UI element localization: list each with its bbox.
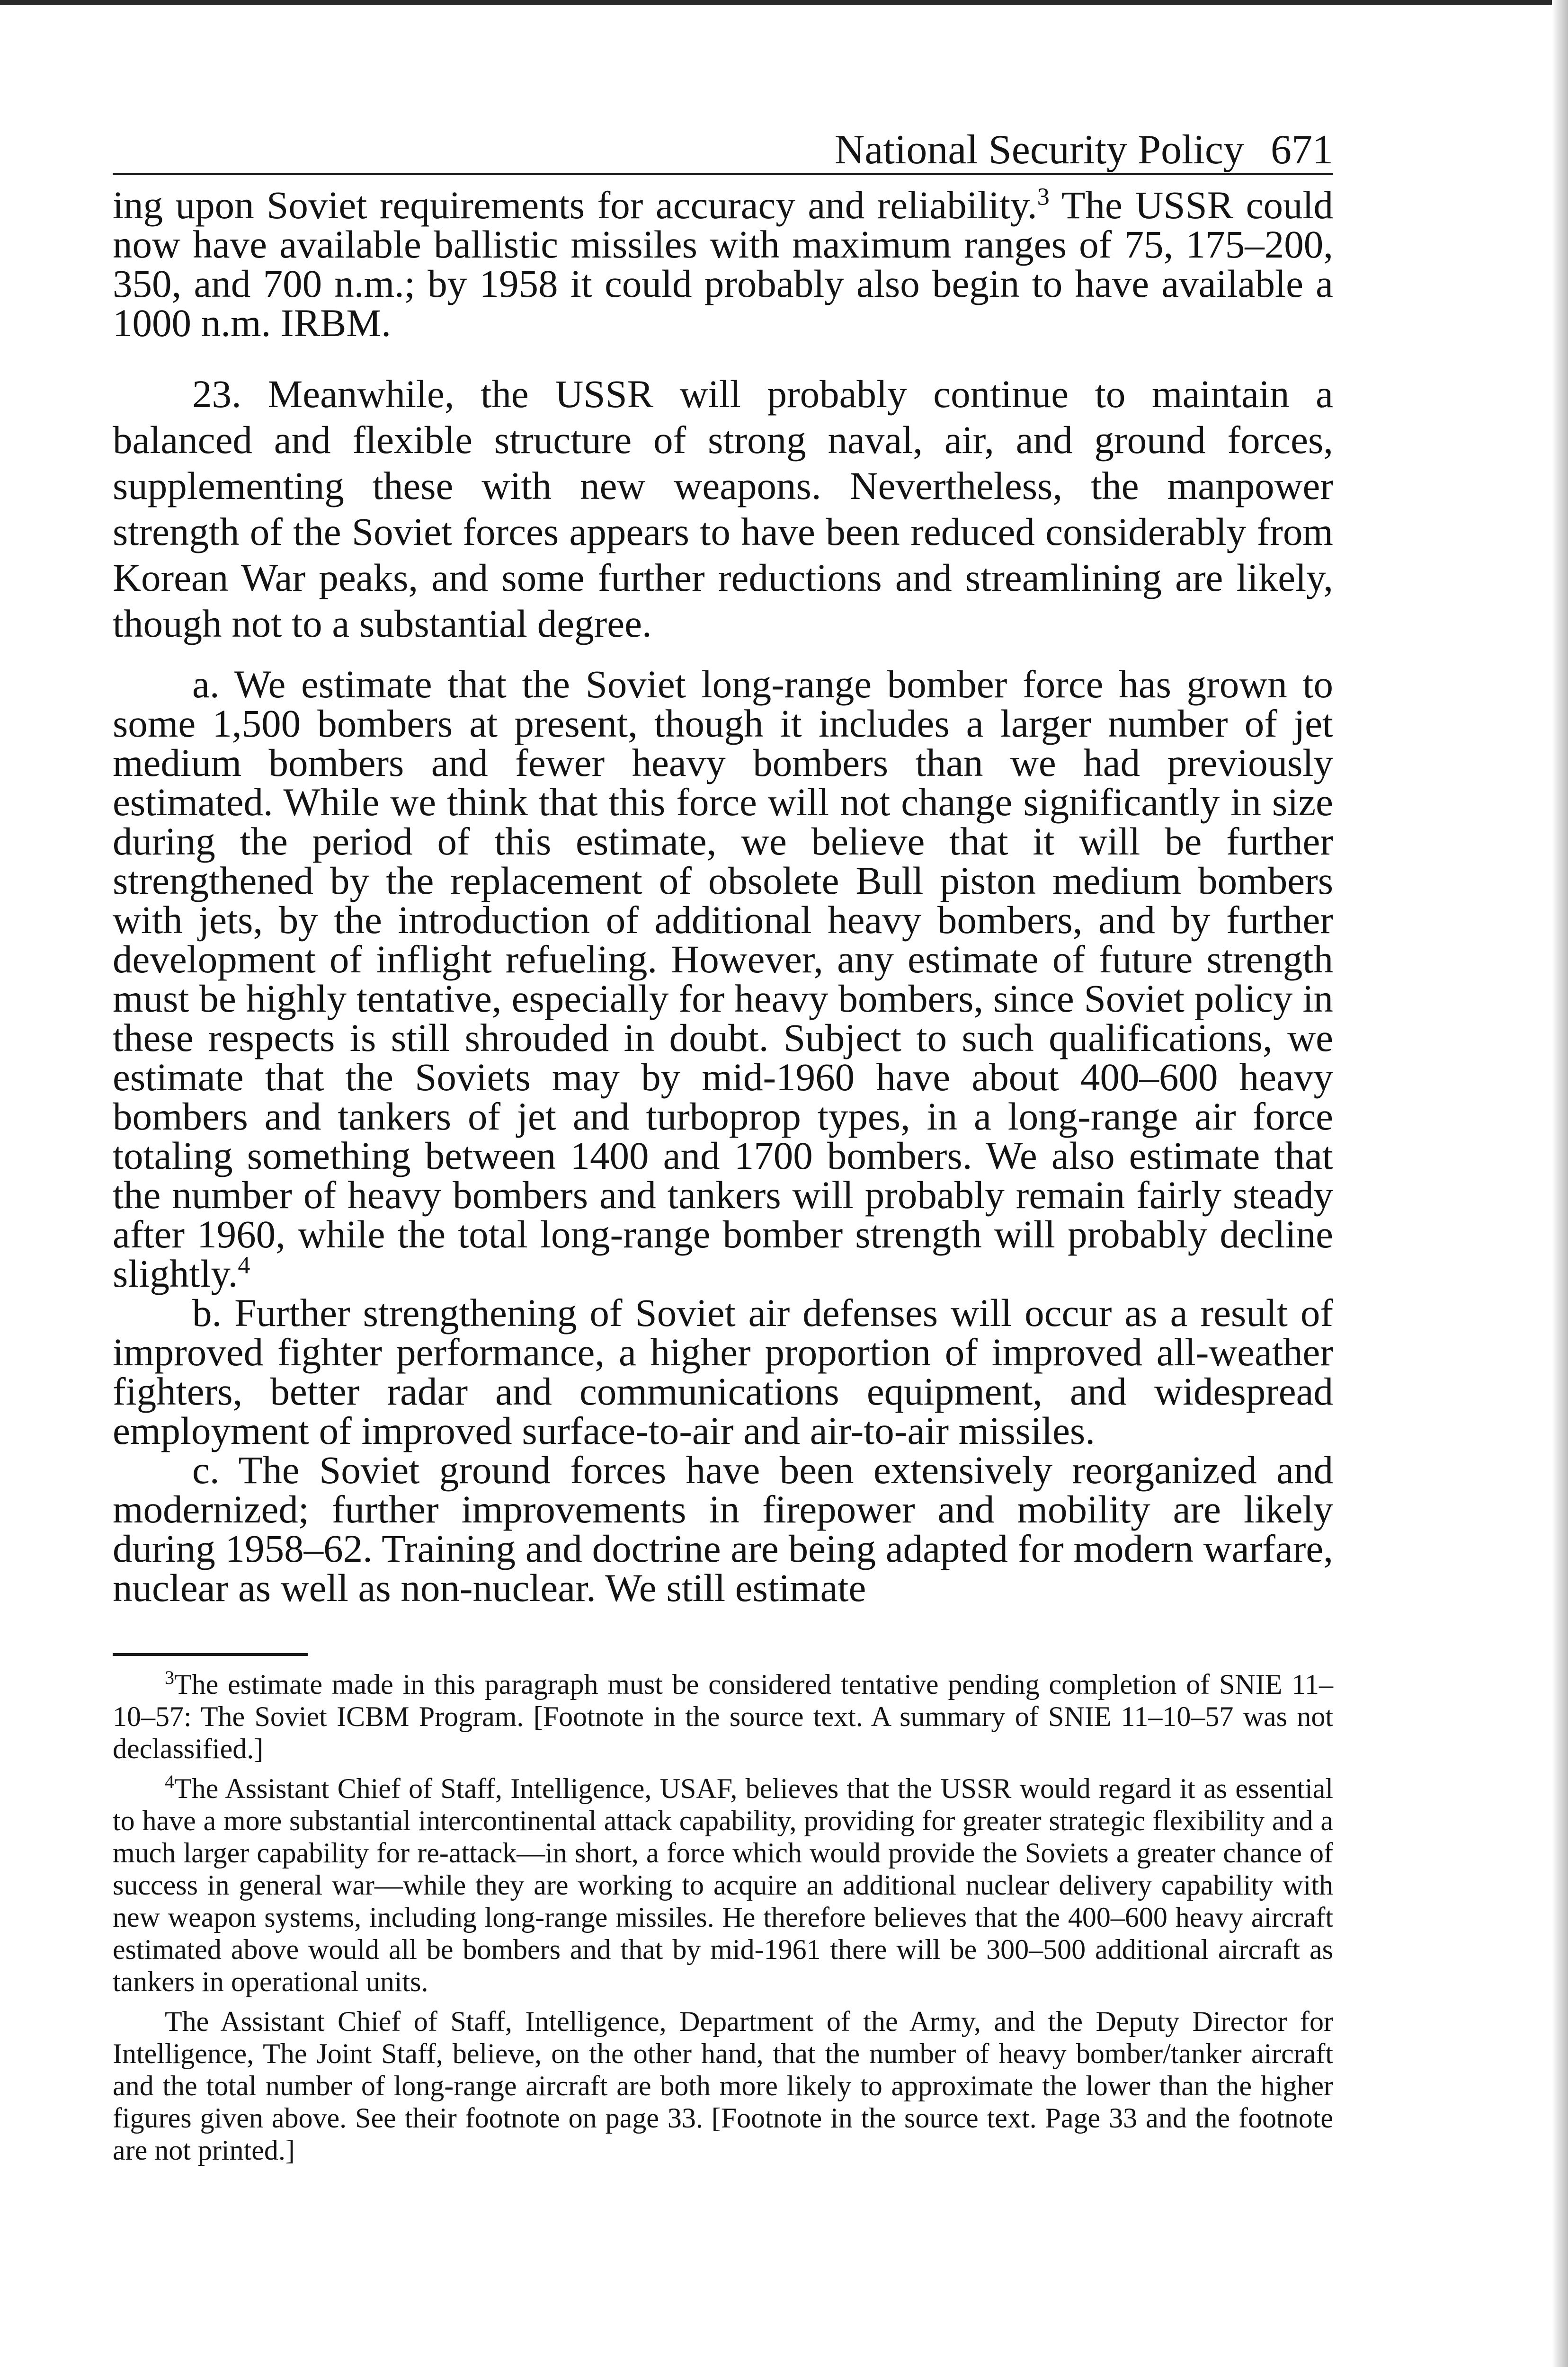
paragraph-23: 23. Meanwhile, the USSR will probably continue to maintain a balanced and flexible structure of strong naval, air, and ground forces, supplementing these with new weapons. Nevertheless, the manpower strength of the Soviet forces appears to have been reduced considerably from Korean War peaks, and some further reductions and streamlining are likely, though not to a substantial degree. <box>113 372 1333 645</box>
footnote-ref-3[interactable]: 3 <box>1037 183 1050 211</box>
footnote-4-mark: 4 <box>165 1771 174 1792</box>
continued-paragraph-end: The USSR could now have available ballistic missiles with maximum ranges of 75, 175–200, 350, and 700 n.m.; by 1958 it could probably also begin to have available a 1000 n.m. IRBM. <box>113 183 1334 345</box>
footnote-3-text: The estimate made in this paragraph must be considered tentative pending completion of SNIE 11–10–57: The Soviet ICBM Program. [Footnote in the source text. A summary of SNIE 11–10–57 was not declassified.] <box>113 1669 1333 1764</box>
footnotes <box>113 1668 1333 2166</box>
document-page <box>113 118 1333 2166</box>
continued-paragraph-start: ing upon Soviet requirements for accuracy and reliability. <box>113 183 1037 227</box>
footnote-3-mark: 3 <box>165 1667 174 1688</box>
footnote-3 <box>113 1668 1333 1765</box>
footnote-ref-4[interactable]: 4 <box>238 1252 250 1279</box>
subparagraph-a <box>113 662 1333 1295</box>
running-head-title: National Security Policy <box>834 127 1244 173</box>
scan-edge-right <box>1552 0 1568 2367</box>
footnote-divider <box>113 1653 308 1656</box>
continued-paragraph <box>113 183 1334 345</box>
footnote-4-text: The Assistant Chief of Staff, Intelligence, USAF, believes that the USSR would regard it as essential to have a more substantial intercontinental attack capability, providing for greater strategic flexibility and a much larger capability for re-attack—in short, a force which would provide the Soviets a greater chance of success in general war—while they are working to acquire an additional nuclear delivery capability with new weapon systems, including long-range missiles. He therefore believes that the 400–600 heavy aircraft estimated above would all be bombers and that by mid-1961 there will be 300–500 additional aircraft as tankers in operational units. <box>113 1773 1333 1997</box>
running-head <box>113 118 1333 175</box>
scan-edge-top <box>0 0 1568 5</box>
page-number: 671 <box>1271 127 1333 173</box>
subparagraph-a-text: a. We estimate that the Soviet long-range bomber force has grown to some 1,500 bombers at present, though it includes a larger number of jet medium bombers and fewer heavy bombers than we had previously estimated. While we think that this force will not change significantly in size during the period of this estimate, we believe that it will be further strengthened by the replacement of obsolete Bull piston medium bombers with jets, by the introduction of additional heavy bombers, and by further development of inflight refueling. However, any estimate of future strength must be highly tentative, especially for heavy bombers, since Soviet policy in these respects is still shrouded in doubt. Subject to such qualifications, we estimate that the Soviets may by mid-1960 have about 400–600 heavy bombers and tankers of jet and turboprop types, in a long-range air force totaling something between 1400 and 1700 bombers. We also estimate that the number of heavy bombers and tankers will probably remain fairly steady after 1960, while the total long-range bomber strength will probably decline slightly. <box>113 662 1333 1295</box>
footnote-4 <box>113 1772 1333 1998</box>
subparagraph-c: c. The Soviet ground forces have been extensively reorganized and modernized; further improvements in firepower and mobility are likely during 1958–62. Training and doctrine are being adapted for modern warfare, nuclear as well as non-nuclear. We still estimate <box>113 1448 1333 1610</box>
footnote-4-continued: The Assistant Chief of Staff, Intelligence, Department of the Army, and the Deputy Director for Intelligence, The Joint Staff, believe, on the other hand, that the number of heavy bomber/tanker aircraft and the total number of long-range aircraft are both more likely to approximate the lower than the higher figures given above. See their footnote on page 33. [Footnote in the source text. Page 33 and the footnote are not printed.] <box>113 2006 1333 2166</box>
subparagraph-b: b. Further strengthening of Soviet air defenses will occur as a result of improved fighter performance, a higher proportion of improved all-weather fighters, better radar and communications equipment, and widespread employment of improved surface-to-air and air-to-air missiles. <box>113 1291 1333 1452</box>
main-text <box>113 183 1334 1610</box>
